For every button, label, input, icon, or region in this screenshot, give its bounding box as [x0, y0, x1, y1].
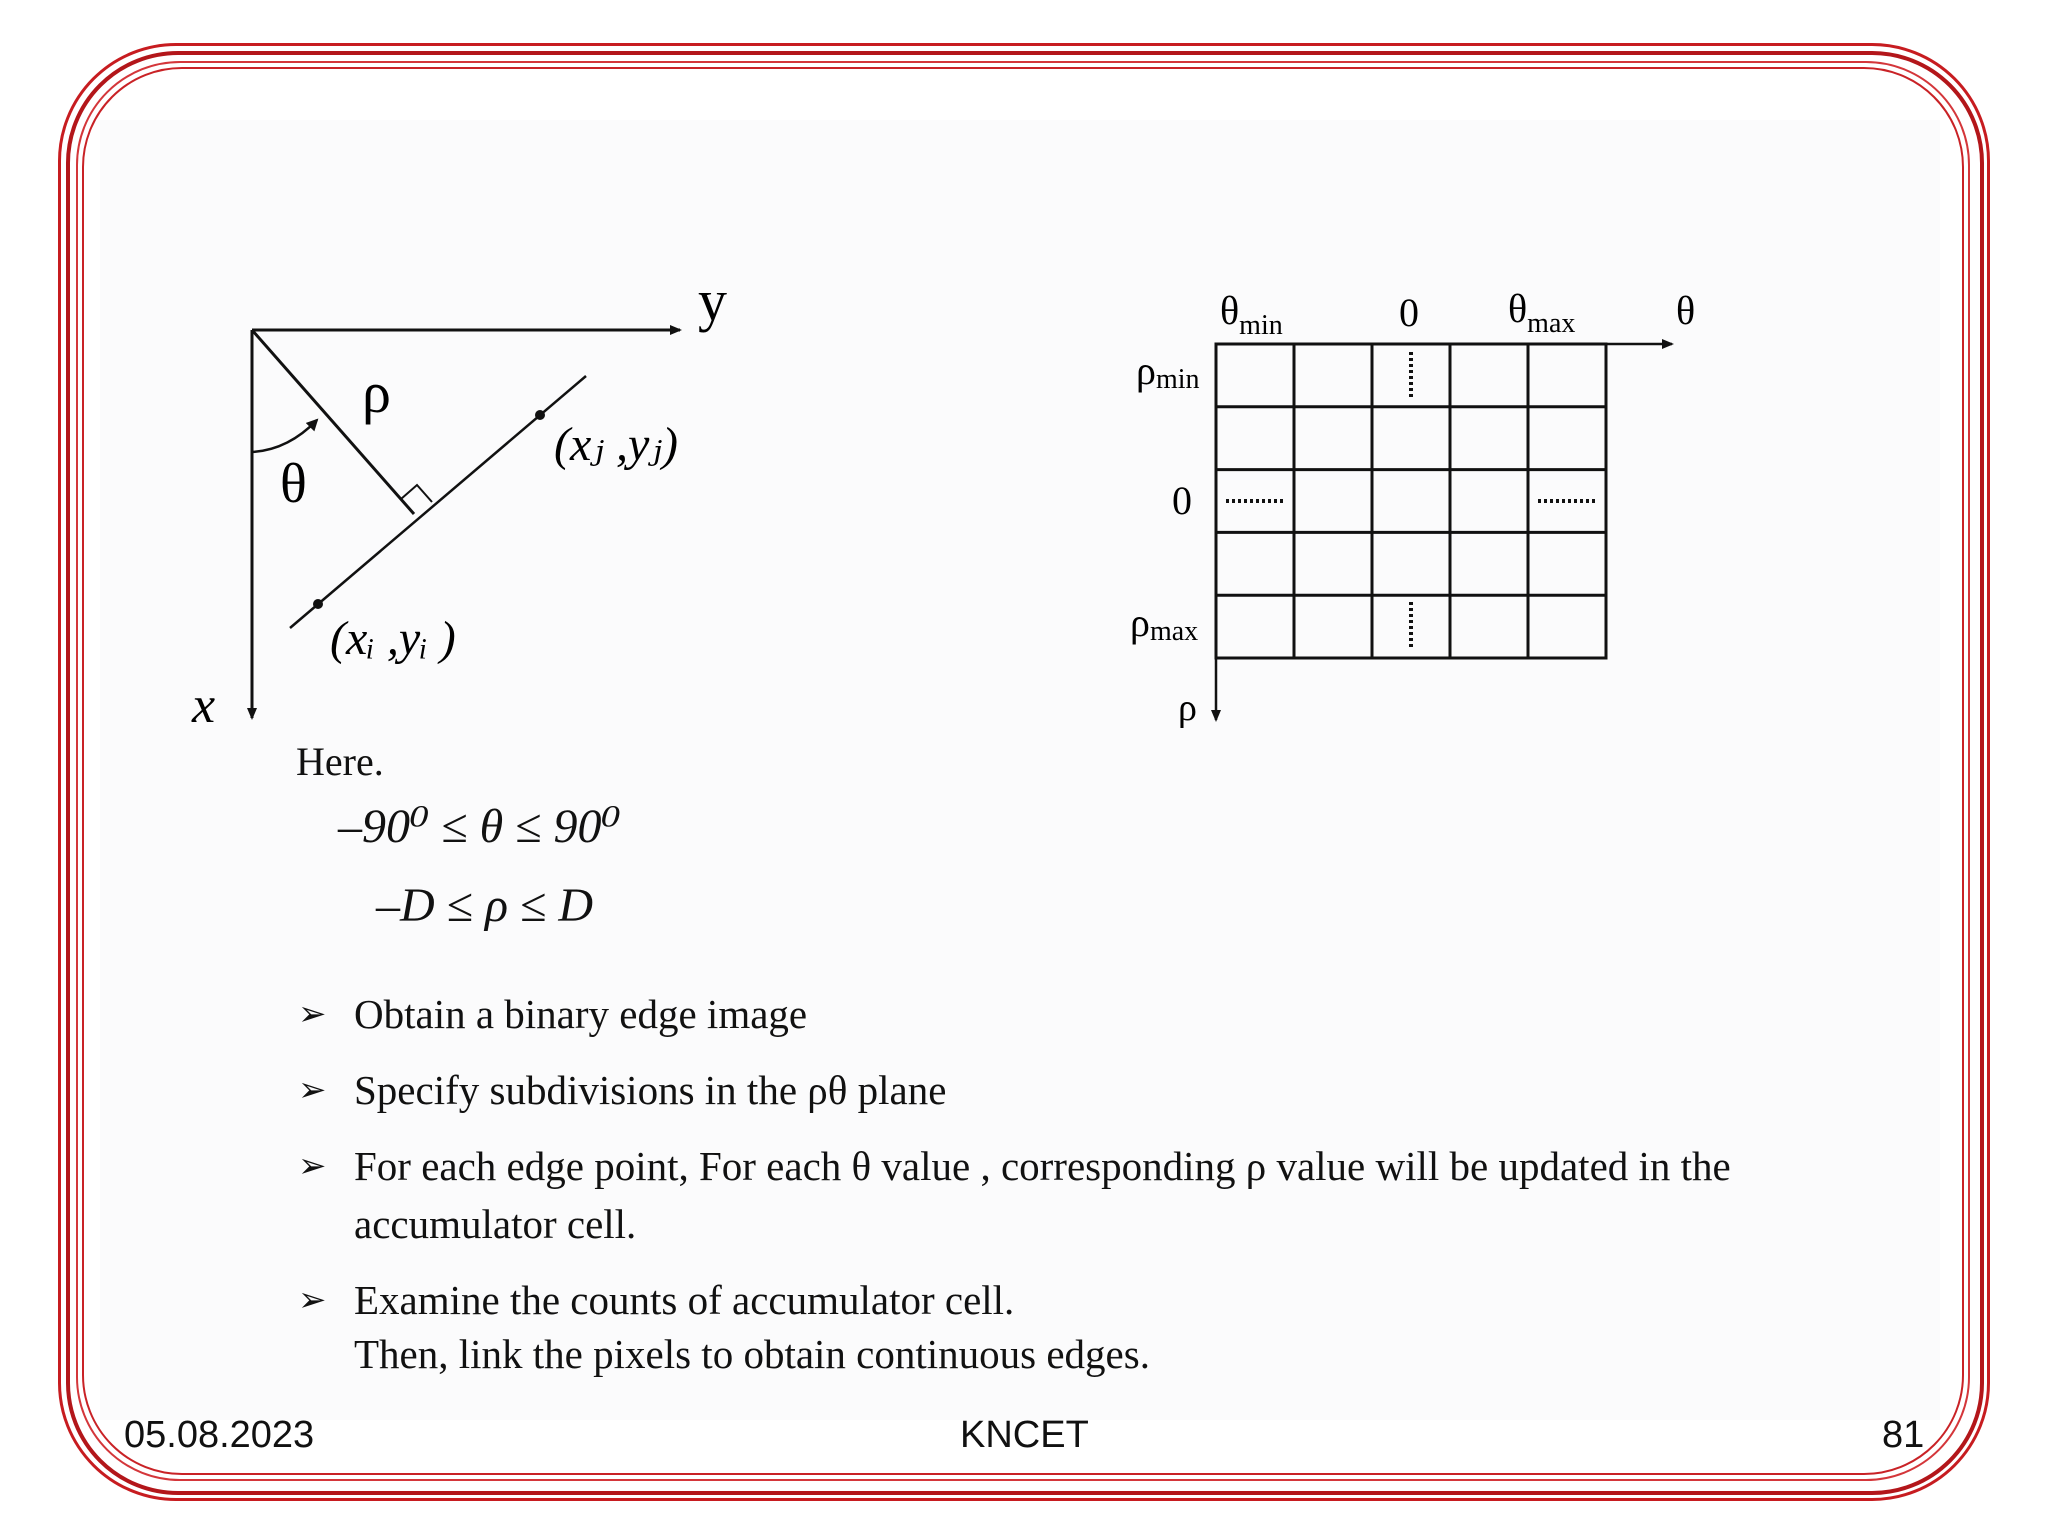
footer-date: 05.08.2023 [124, 1414, 315, 1456]
theta-axis-label: θ [1676, 288, 1696, 333]
accumulator-grid-diagram [1120, 280, 1760, 740]
right-angle-marker [401, 485, 432, 502]
arrow-bullet-icon: ➢ [298, 994, 327, 1034]
slide-number: 81 [1882, 1414, 1925, 1456]
zero-top-label: 0 [1399, 290, 1419, 335]
list-item: ➢ Obtain a binary edge image [298, 985, 1838, 1043]
rho-min-label: ρmin [1136, 348, 1200, 395]
rho-range-inequality: –D ≤ ρ ≤ D [376, 879, 594, 932]
here-label: Here. [296, 739, 384, 784]
theta-range-inequality: –90⁰ ≤ θ ≤ 90⁰ [338, 800, 621, 853]
rho-label: ρ [362, 360, 391, 425]
arrow-bullet-icon: ➢ [298, 1280, 327, 1320]
point-i-marker [313, 599, 323, 609]
steps-list [298, 985, 1838, 1347]
point-j-marker [535, 410, 545, 420]
rho-axis-label: ρ [1178, 687, 1197, 729]
list-item: ➢ Examine the counts of accumulator cell. [298, 1271, 1838, 1329]
rho-max-label: ρmax [1130, 600, 1199, 647]
theta-label: θ [280, 453, 307, 515]
point-i-label: (xᵢ ,yᵢ ) [330, 612, 456, 665]
arrow-bullet-icon: ➢ [298, 1070, 327, 1110]
zero-left-label: 0 [1172, 478, 1192, 523]
arrow-bullet-icon: ➢ [298, 1146, 327, 1186]
theta-arc [252, 420, 317, 452]
footer-institution: KNCET [960, 1414, 1089, 1456]
followup-text: Then, link the pixels to obtain continuous edges. [354, 1331, 1150, 1377]
y-axis-label: y [698, 270, 727, 333]
list-item: ➢ Specify subdivisions in the ρθ plane [298, 1061, 1838, 1119]
x-axis-label: x [192, 677, 216, 734]
line-parameter-diagram [170, 270, 790, 750]
point-j-label: (xⱼ ,yⱼ) [554, 418, 678, 471]
theta-min-label: $\theta_{min}$ [1220, 288, 1283, 341]
list-item: ➢ For each edge point, For each θ value , corresponding ρ value will be updated in the accumulator cell. [298, 1137, 1838, 1253]
theta-max-label: $\theta_{max}$ [1508, 286, 1576, 339]
